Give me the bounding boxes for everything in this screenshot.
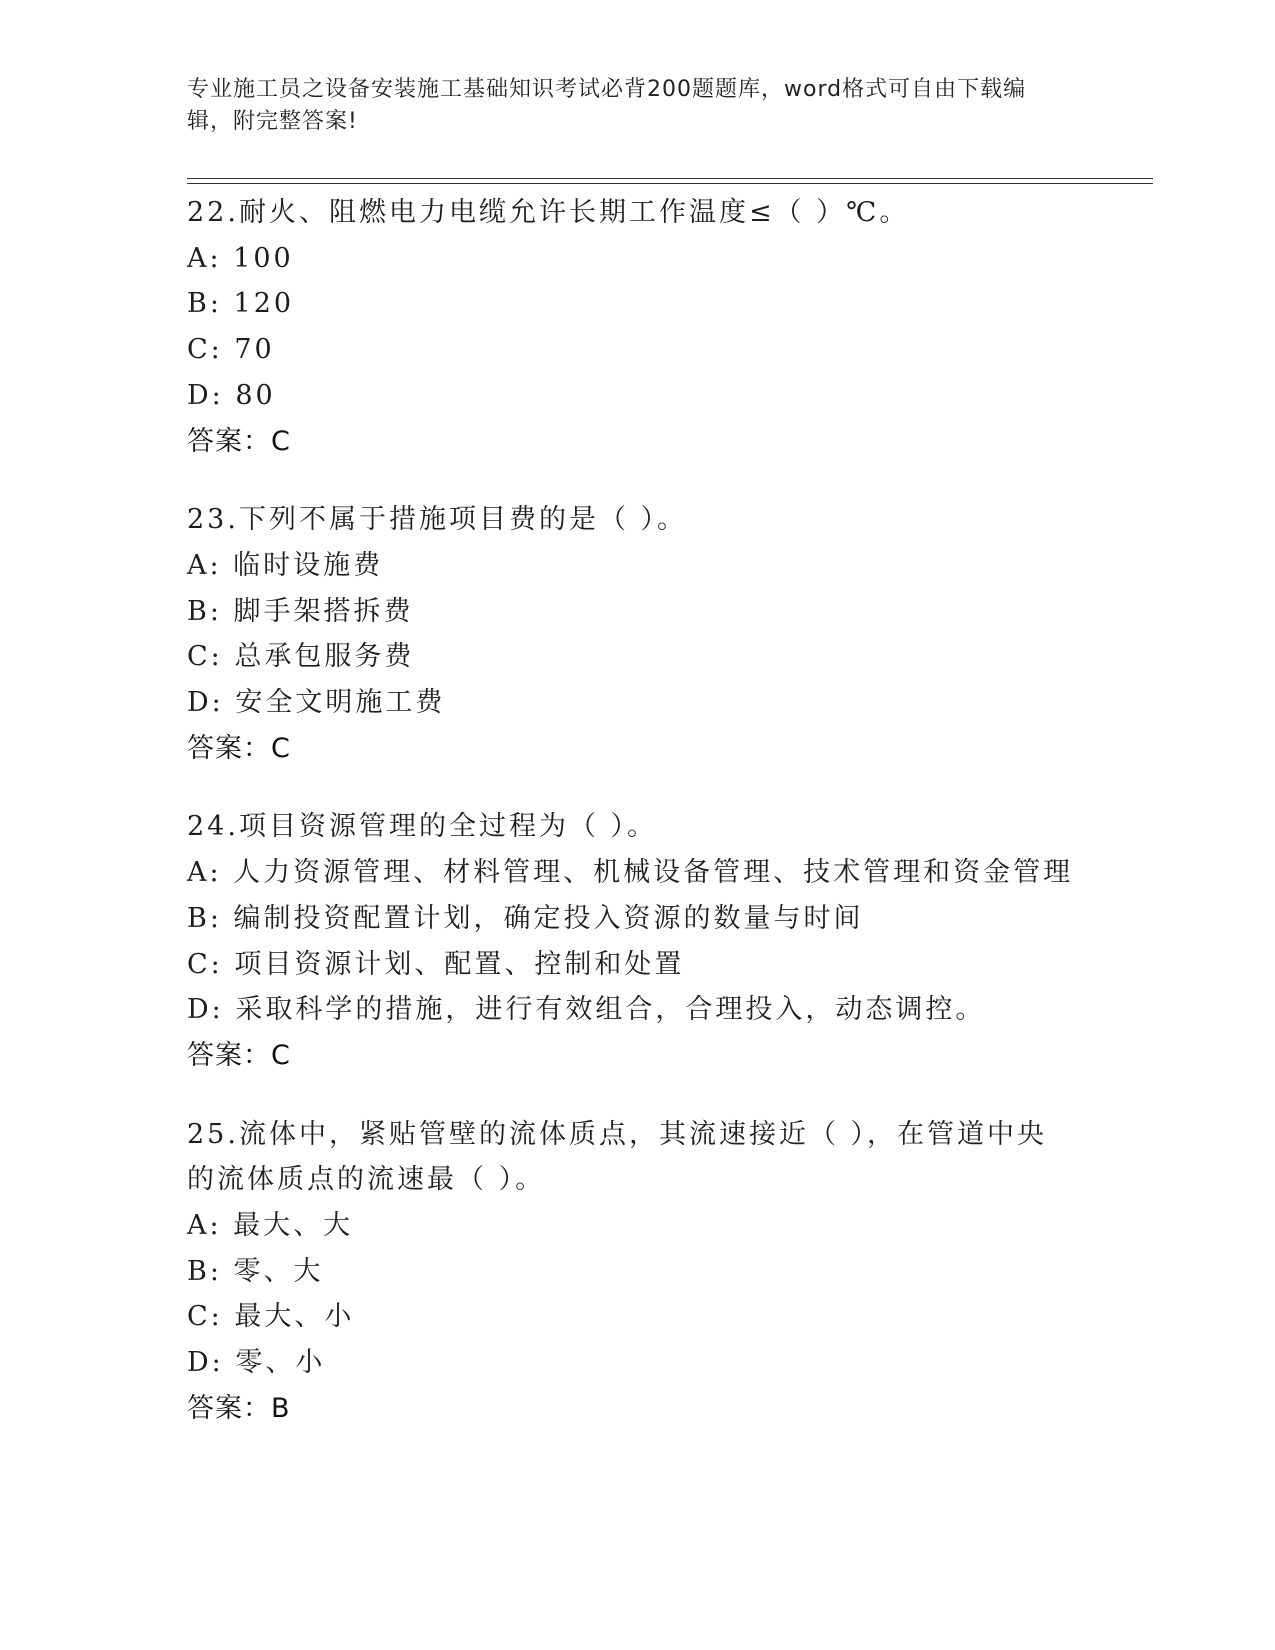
option-a: A: 临时设施费 <box>187 549 384 581</box>
option-c: C: 总承包服务费 <box>187 641 415 673</box>
question-22 <box>187 190 1087 464</box>
question-23 <box>187 497 1087 771</box>
header-divider-top <box>187 178 1153 179</box>
option-d: D: 采取科学的措施，进行有效组合，合理投入，动态调控。 <box>187 994 986 1026</box>
option-b: B: 零、大 <box>187 1255 324 1287</box>
header-divider-bottom <box>187 183 1153 184</box>
option-d: D: 零、小 <box>187 1347 326 1379</box>
option-b: B: 脚手架搭拆费 <box>187 595 414 627</box>
question-24 <box>187 804 1087 1078</box>
answer-label: 答案：C <box>187 425 291 457</box>
question-25 <box>187 1112 1087 1432</box>
option-b: B: 编制投资配置计划，确定投入资源的数量与时间 <box>187 902 864 934</box>
answer-label: 答案：C <box>187 1039 291 1071</box>
option-b: B: 120 <box>187 288 295 320</box>
option-a: A: 100 <box>187 242 294 274</box>
document-header: 专业施工员之设备安装施工基础知识考试必背200题题库，word格式可自由下载编辑，附完整答案! <box>187 77 1027 134</box>
option-d: D: 安全文明施工费 <box>187 687 446 719</box>
question-stem: 23.下列不属于措施项目费的是（ ）。 <box>187 504 688 536</box>
answer-label: 答案：B <box>187 1392 291 1424</box>
question-list <box>187 190 1087 1465</box>
question-stem: 25.流体中，紧贴管壁的流体质点，其流速接近（ ），在管道中央的流体质点的流速最（ ）。 <box>187 1118 1048 1196</box>
option-c: C: 70 <box>187 334 275 366</box>
option-c: C: 项目资源计划、配置、控制和处置 <box>187 948 685 980</box>
question-stem: 24.项目资源管理的全过程为（ ）。 <box>187 811 658 843</box>
question-stem: 22.耐火、阻燃电力电缆允许长期工作温度≤（ ）℃。 <box>187 197 910 228</box>
option-c: C: 最大、小 <box>187 1301 355 1333</box>
option-a: A: 最大、大 <box>187 1210 354 1242</box>
option-a: A: 人力资源管理、材料管理、机械设备管理、技术管理和资金管理 <box>187 857 1074 889</box>
answer-label: 答案：C <box>187 732 291 764</box>
option-d: D: 80 <box>187 379 276 411</box>
